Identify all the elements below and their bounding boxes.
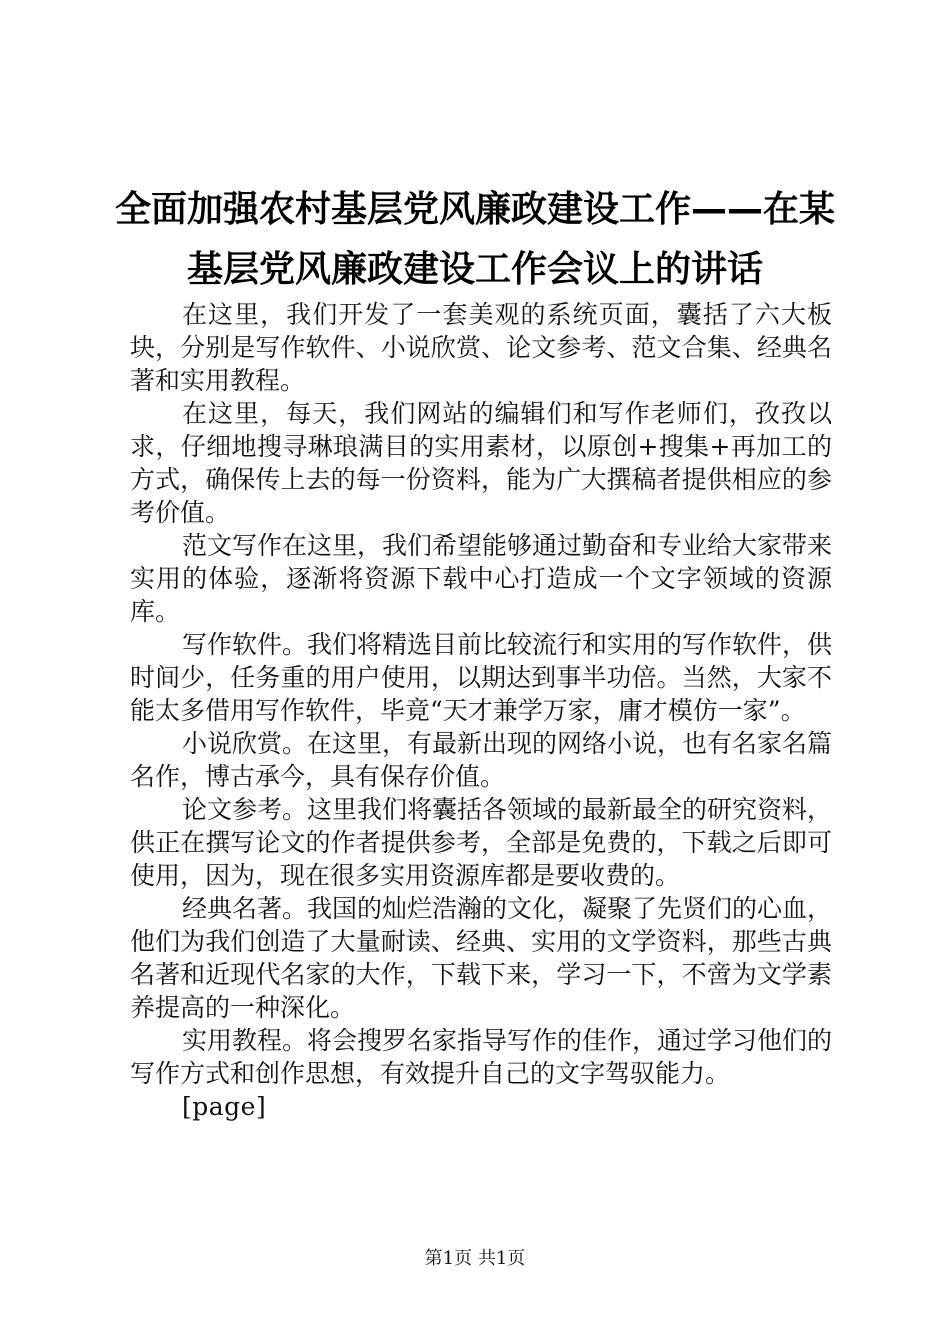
page-footer: 第1页 共1页 xyxy=(424,1248,526,1269)
paragraph: 论文参考。这里我们将囊括各领域的最新最全的研究资料，供正在撰写论文的作者提供参考，全部是免费的，下载之后即可使用，因为，现在很多实用资源库都是要收费的。 xyxy=(130,795,833,890)
title-line-2: 基层党风廉政建设工作会议上的讲话 xyxy=(186,249,763,290)
paragraph: 写作软件。我们将精选目前比较流行和实用的写作软件，供时间少，任务重的用户使用，以期达到事半功倍。当然，大家不能太多借用写作软件，毕竟“天才兼学万家，庸才模仿一家”。 xyxy=(130,630,833,725)
paragraph: 实用教程。将会搜罗名家指导写作的佳作，通过学习他们的写作方式和创作思想，有效提升自己的文字驾驭能力。 xyxy=(130,1026,833,1088)
page-marker: [page] xyxy=(182,1092,267,1121)
paragraph: 在这里，每天，我们网站的编辑们和写作老师们，孜孜以求，仔细地搜寻琳琅满目的实用素材，以原创+搜集+再加工的方式，确保传上去的每一份资料，能为广大撰稿者提供相应的参考价值。 xyxy=(130,399,832,527)
paragraph: 经典名著。我国的灿烂浩瀚的文化，凝聚了先贤们的心血，他们为我们创造了大量耐读、经典、实用的文学资料，那些古典名著和近现代名家的大作，下载下来，学习一下，不啻为文学素养提高的一种深化。 xyxy=(130,894,833,1022)
document-body xyxy=(130,298,832,1123)
title-line-1: 全面加强农村基层党风廉政建设工作——在某 xyxy=(114,189,835,230)
document-title xyxy=(100,180,850,300)
paragraph: 范文写作在这里，我们希望能够通过勤奋和专业给大家带来实用的体验，逐渐将资源下载中心打造成一个文字领域的资源库。 xyxy=(130,531,833,626)
paragraph: 小说欣赏。在这里，有最新出现的网络小说，也有名家名篇名作，博古承今，具有保存价值。 xyxy=(130,729,833,791)
paragraph: 在这里，我们开发了一套美观的系统页面，囊括了六大板块，分别是写作软件、小说欣赏、论文参考、范文合集、经典名著和实用教程。 xyxy=(130,300,832,395)
